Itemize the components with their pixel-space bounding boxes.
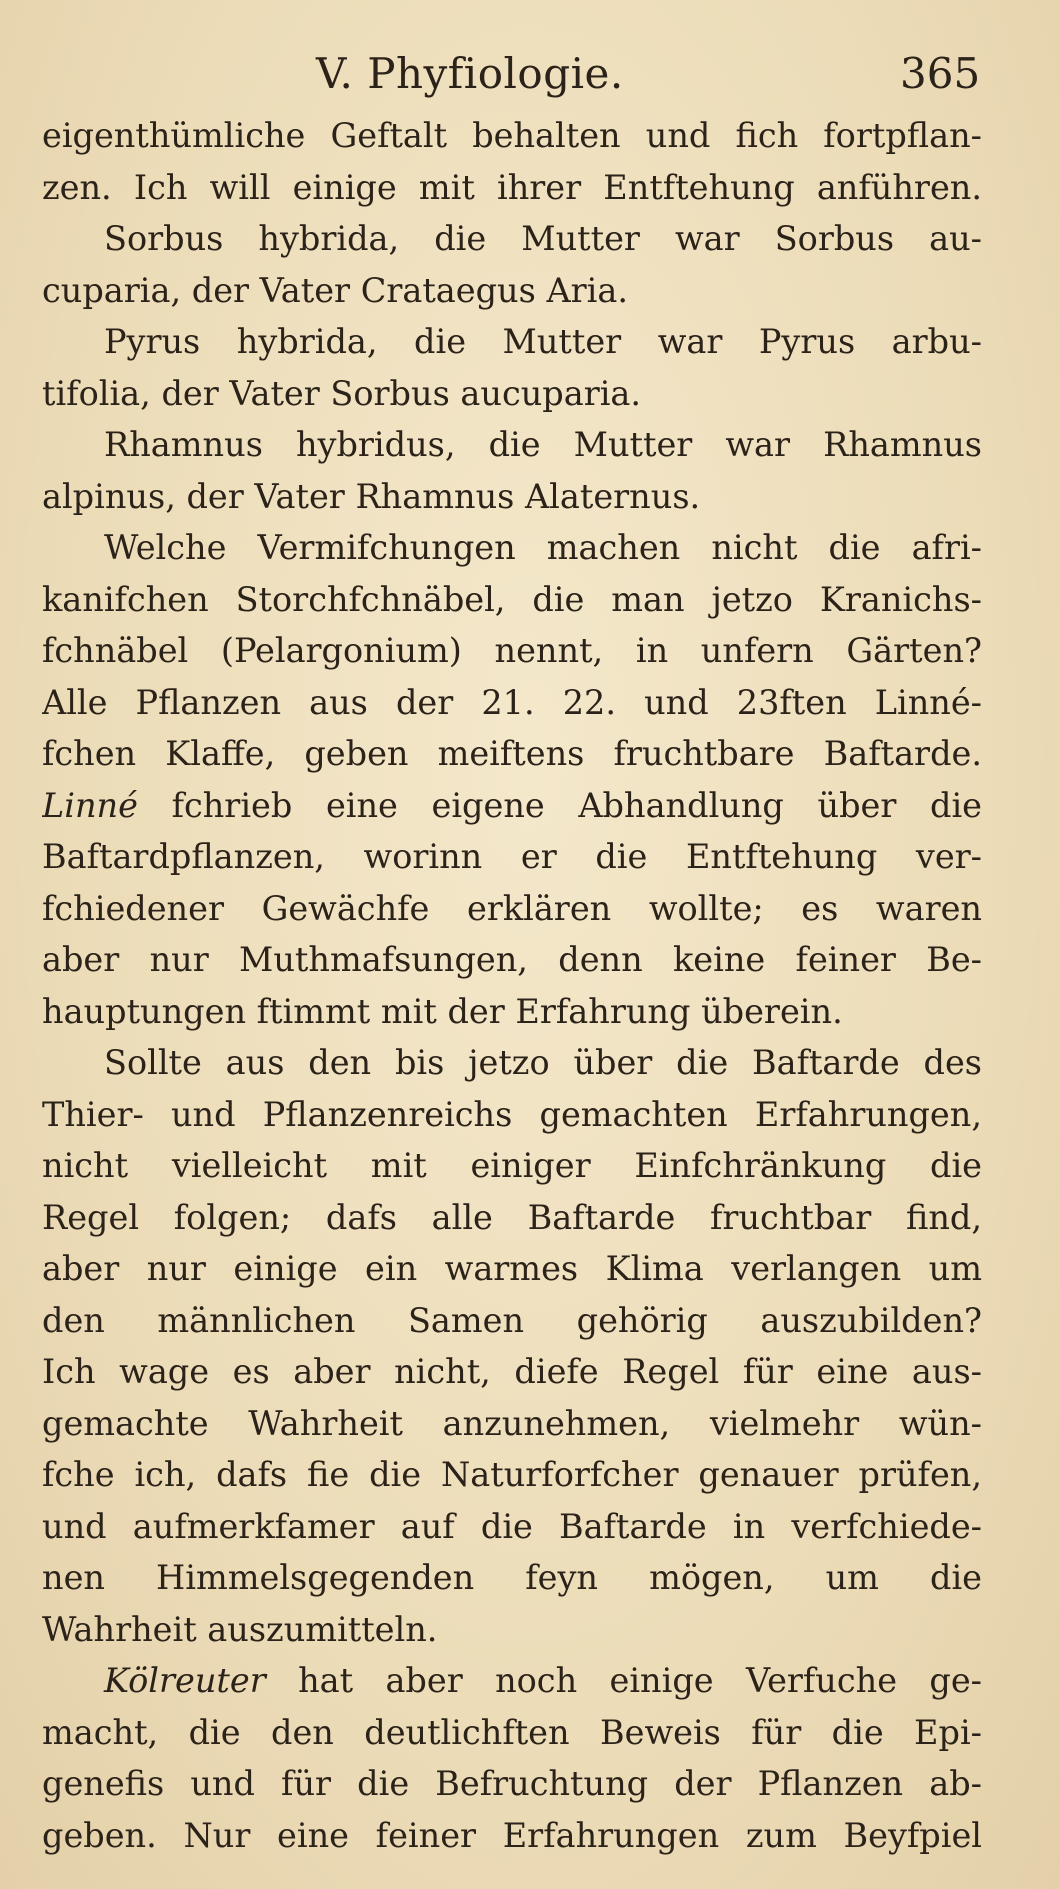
text-line: fchnäbel (Pelargonium) nennt, in unfern Gärten?: [42, 631, 982, 670]
text-line: Wahrheit auszumitteln.: [42, 1609, 438, 1649]
author-name: Kölreuter: [104, 1661, 266, 1700]
text-line: hauptungen ftimmt mit der Erfahrung überein.: [42, 991, 843, 1031]
text-line: Linné fchrieb eine eigene Abhandlung über die: [42, 785, 982, 825]
text-line: Welche Vermifchungen machen nicht die afri-: [104, 528, 982, 567]
running-head: V. Phyfiologie.: [316, 49, 624, 98]
text-line: zen. Ich will einige mit ihrer Entftehung anführen.: [42, 167, 982, 207]
text-line: kanifchen Storchfchnäbel, die man jetzo Kranichs-: [42, 579, 982, 619]
text-line: Rhamnus hybridus, die Mutter war Rhamnus: [104, 425, 982, 464]
page-header: [0, 44, 1060, 104]
text-line: cuparia, der Vater Crataegus Aria.: [42, 270, 629, 310]
text-line: Thier- und Pflanzenreichs gemachten Erfahrungen,: [42, 1094, 982, 1134]
text-line: eigenthümliche Geftalt behalten und fich fortpflan-: [42, 116, 982, 155]
text-line: Regel folgen; dafs alle Baftarde fruchtbar find,: [42, 1197, 982, 1237]
text-line: Pyrus hybrida, die Mutter war Pyrus arbu-: [104, 322, 982, 361]
text-line: nicht vielleicht mit einiger Einfchränkung die: [42, 1146, 982, 1185]
text-line: fchiedener Gewächfe erklären wollte; es waren: [42, 888, 982, 928]
author-name: Linné: [42, 785, 138, 825]
text-line: Sorbus hybrida, die Mutter war Sorbus au-: [104, 219, 982, 258]
text-line: tifolia, der Vater Sorbus aucuparia.: [42, 373, 642, 413]
text-line: Baftardpflanzen, worinn er die Entftehung ver-: [42, 837, 982, 876]
text-line: aber nur einige ein warmes Klima verlangen um: [42, 1249, 982, 1288]
text-line: genefis und für die Befruchtung der Pflanzen ab-: [42, 1764, 982, 1803]
text-line: und aufmerkfamer auf die Baftarde in verfchiede-: [42, 1506, 982, 1546]
text-line: geben. Nur eine feiner Erfahrungen zum Beyfpiel: [42, 1815, 982, 1855]
text-line: Alle Pflanzen aus der 21. 22. und 23ften Linné-: [42, 682, 982, 722]
text-line: fche ich, dafs fie die Naturforfcher genauer prüfen,: [42, 1455, 982, 1494]
page-number: 365: [900, 49, 981, 98]
text-line: Sollte aus den bis jetzo über die Baftarde des: [104, 1043, 982, 1082]
text-line: den männlichen Samen gehörig auszubilden?: [42, 1300, 982, 1340]
text-line: Kölreuter hat aber noch einige Verfuche ge-: [104, 1661, 982, 1700]
text-line: fchen Klaffe, geben meiftens fruchtbare Baftarde.: [42, 734, 982, 773]
text-line: nen Himmelsgegenden feyn mögen, um die: [42, 1558, 982, 1597]
text-line: gemachte Wahrheit anzunehmen, vielmehr wün-: [42, 1403, 982, 1443]
text-line: alpinus, der Vater Rhamnus Alaternus.: [42, 476, 701, 516]
body-text: [42, 110, 982, 1861]
text-line: Ich wage es aber nicht, diefe Regel für eine aus-: [42, 1352, 982, 1391]
text-line: macht, die den deutlichften Beweis für die Epi-: [42, 1712, 982, 1752]
text-line: aber nur Muthmafsungen, denn keine feiner Be-: [42, 940, 982, 979]
